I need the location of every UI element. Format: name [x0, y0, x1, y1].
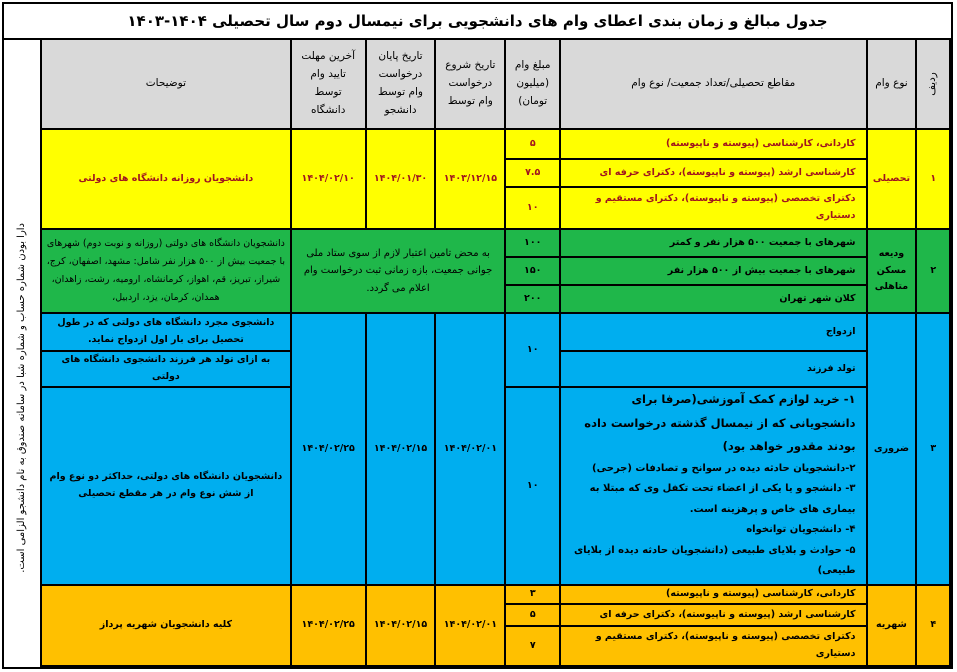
section-cell: شهرهای با جمعیت ۵۰۰ هزار نفر و کمتر: [560, 229, 866, 257]
list-item: ۵- حوادث و بلایای طبیعی (دانشجویان حادثه دیده از بلایای طبیعی): [573, 544, 856, 577]
section-cell: دکترای تخصصی (پیوسته و ناپیوسته)، دکترای مستقیم و دستیاری: [560, 626, 866, 666]
amount-cell: ۵: [505, 129, 560, 159]
amount-cell: ۷: [505, 626, 560, 666]
section-cell: کارشناسی ارشد (پیوسته و ناپیوسته)، دکترای حرفه ای: [560, 604, 866, 626]
amount-cell: ۱۰: [505, 387, 560, 585]
table-row: [41, 229, 950, 257]
loan-type: شهریه: [867, 585, 917, 666]
header-start-date: تاریخ شروع درخواست وام توسط: [435, 39, 505, 129]
amount-cell: ۱۵۰: [505, 257, 560, 285]
start-date: ۱۴۰۴/۰۲/۰۱: [435, 585, 505, 666]
amount-cell: ۱۰: [505, 313, 560, 387]
side-note: [4, 129, 38, 667]
list-item: ۳- دانشجو و یا یکی از اعضاء تحت تکفل وی که مبتلا به بیماری های خاص و پرهزینه است.: [589, 483, 856, 515]
amount-cell: ۱۰۰: [505, 229, 560, 257]
list-item: ۱- خرید لوازم کمک آموزشی(صرفا برای دانشجویانی که از نیمسال گذشته درخواست داده بودند مقدور خواهد بود): [584, 392, 856, 454]
header-loan-type: نوع وام: [867, 39, 917, 129]
approval-deadline: ۱۴۰۴/۰۲/۲۵: [291, 585, 366, 666]
table-row: [41, 585, 950, 604]
section-cell: کاردانی، کارشناسی (پیوسته و ناپیوسته): [560, 585, 866, 604]
start-date: ۱۴۰۳/۱۲/۱۵: [435, 129, 505, 229]
header-row-no: ردیف: [916, 39, 950, 129]
end-date: ۱۴۰۴/۰۱/۳۰: [366, 129, 436, 229]
description: دانشجوی مجرد دانشگاه های دولتی که در طول تحصیل برای بار اول ازدواج نماید.: [41, 313, 291, 351]
row-number: ۲: [916, 229, 950, 313]
section-cell: کارشناسی ارشد (پیوسته و ناپیوسته)، دکترای حرفه ای: [560, 159, 866, 187]
table-row: [41, 129, 950, 159]
description: دانشجویان دانشگاه های دولتی، حداکثر دو نوع وام از شش نوع وام در هر مقطع تحصیلی: [41, 387, 291, 585]
loan-schedule-document: [2, 2, 953, 669]
approval-deadline: ۱۴۰۴/۰۲/۱۰: [291, 129, 366, 229]
end-date: ۱۴۰۴/۰۲/۱۵: [366, 585, 436, 666]
section-cell: کلان شهر تهران: [560, 285, 866, 313]
description: دانشجویان روزانه دانشگاه های دولتی: [41, 129, 291, 229]
amount-cell: ۵: [505, 604, 560, 626]
loan-type: ودیعه مسکن متاهلی: [867, 229, 917, 313]
side-note-text: دارا بودن شماره حساب و شماره شبا در سامانه صندوق به نام دانشجو الزامی است.: [15, 223, 27, 573]
end-date: ۱۴۰۴/۰۲/۱۵: [366, 313, 436, 585]
dates-note: به محض تامین اعتبار لازم از سوی ستاد ملی جوانی جمعیت، بازه زمانی ثبت درخواست وام اعلام می گردد.: [291, 229, 506, 313]
row-number: ۳: [916, 313, 950, 585]
row-number: ۱: [916, 129, 950, 229]
header-end-date: تاریخ پایان درخواست وام توسط دانشجو: [366, 39, 436, 129]
section-cell: دکترای تخصصی (پیوسته و ناپیوسته)، دکترای مستقیم و دستیاری: [560, 187, 866, 229]
amount-cell: ۳: [505, 585, 560, 604]
amount-cell: ۷.۵: [505, 159, 560, 187]
loan-type: تحصیلی: [867, 129, 917, 229]
amount-cell: ۲۰۰: [505, 285, 560, 313]
emergency-reasons-list: [560, 387, 866, 585]
approval-deadline: ۱۴۰۴/۰۲/۲۵: [291, 313, 366, 585]
header-amount: مبلغ وام (میلیون تومان): [505, 39, 560, 129]
list-item: [565, 582, 855, 584]
loan-table: [40, 38, 951, 667]
table-row: [41, 313, 950, 351]
section-cell: کاردانی، کارشناسی (پیوسته و ناپیوسته): [560, 129, 866, 159]
start-date: ۱۴۰۴/۰۲/۰۱: [435, 313, 505, 585]
loan-type: ضروری: [867, 313, 917, 585]
list-item: ۲-دانشجویان حادثه دیده در سوانح و تصادفات (جرحی): [592, 462, 856, 474]
list-item: ۴- دانشجویان توانخواه: [746, 524, 856, 536]
header-sections: مقاطع تحصیلی/تعداد جمعیت/ نوع وام: [560, 39, 866, 129]
page-title: جدول مبالغ و زمان بندی اعطای وام های دانشجویی برای نیمسال دوم سال تحصیلی ۱۴۰۴-۱۴۰۳: [4, 4, 951, 40]
section-cell: شهرهای با جمعیت بیش از ۵۰۰ هزار نفر: [560, 257, 866, 285]
header-row: [41, 39, 950, 129]
row-number: ۴: [916, 585, 950, 666]
header-description: توضیحات: [41, 39, 291, 129]
section-cell: ازدواج: [560, 313, 866, 351]
description: به ازای تولد هر فرزند دانشجوی دانشگاه های دولتی: [41, 351, 291, 387]
amount-cell: ۱۰: [505, 187, 560, 229]
section-cell: تولد فرزند: [560, 351, 866, 387]
description: کلیه دانشجویان شهریه پرداز: [41, 585, 291, 666]
header-approval-deadline: آخرین مهلت تایید وام توسط دانشگاه: [291, 39, 366, 129]
description: دانشجویان دانشگاه های دولتی (روزانه و نوبت دوم) شهرهای با جمعیت بیش از ۵۰۰ هزار نفر شامل: مشهد، اصفهان، کرج، شیراز، تبریز، قم، اهواز، کرمانشاه، ارومیه، رشت، زاهدان، همدان، کرمان، یزد، اردبیل،: [41, 229, 291, 313]
